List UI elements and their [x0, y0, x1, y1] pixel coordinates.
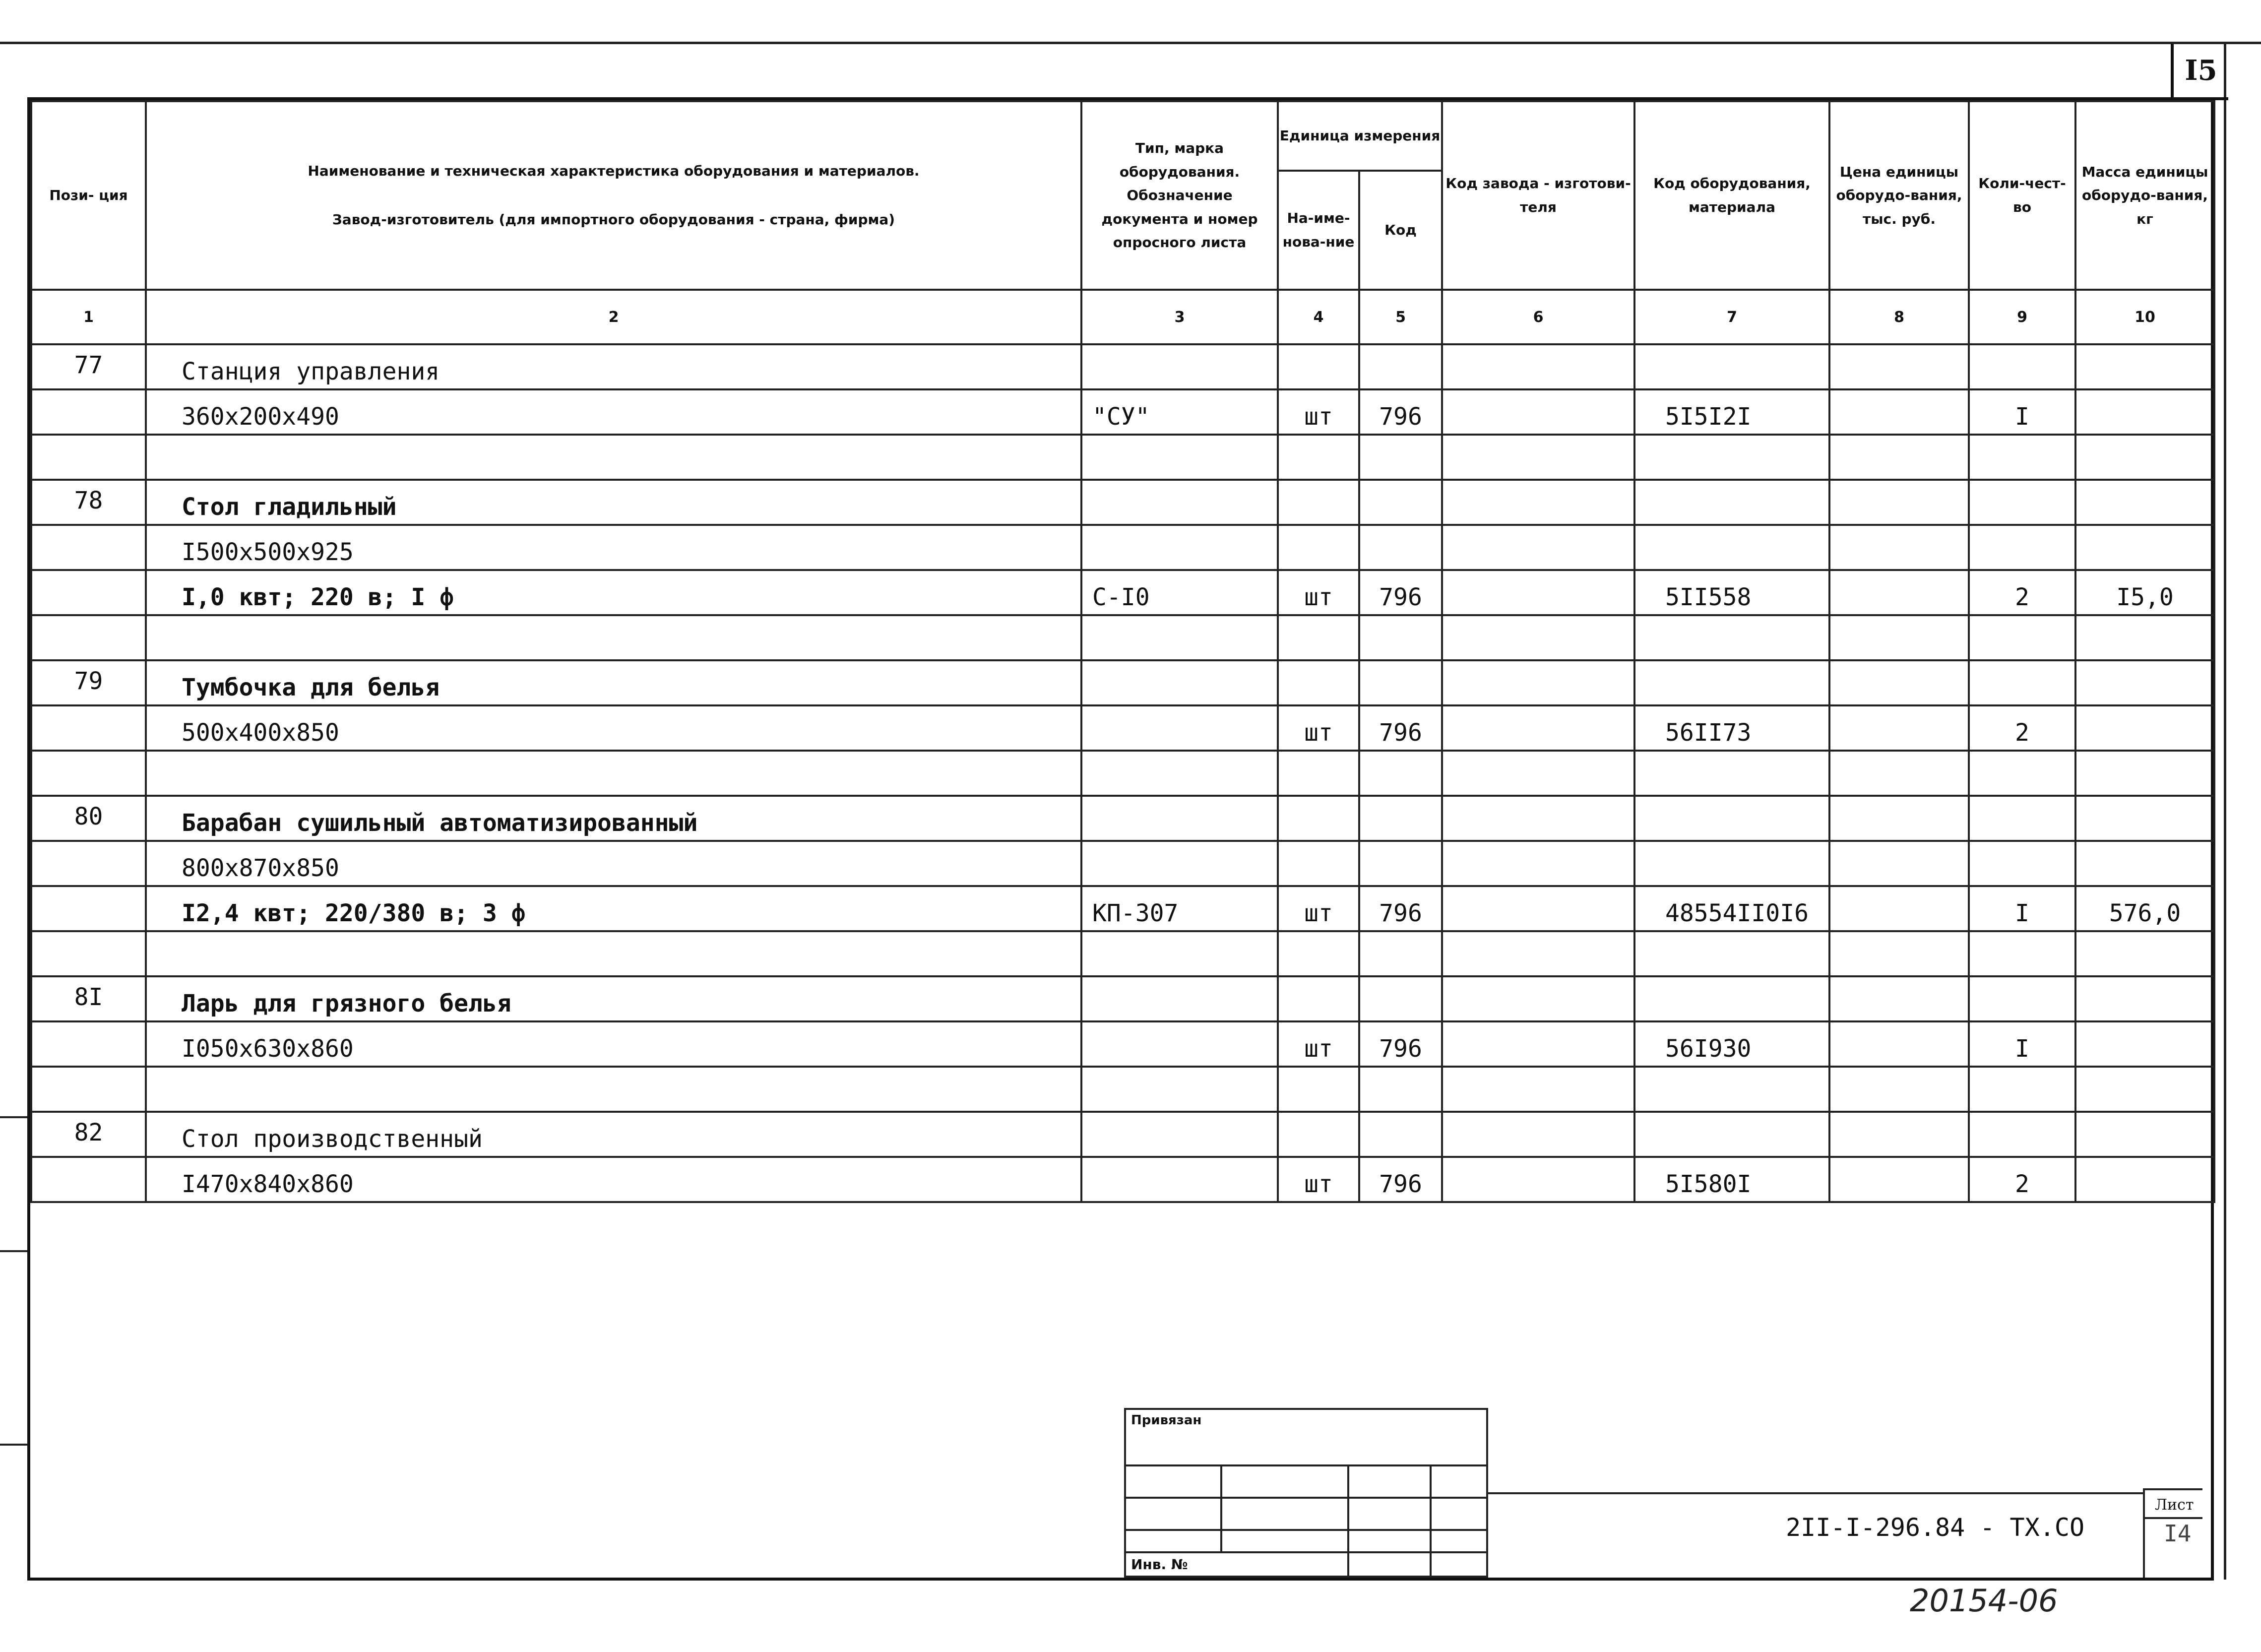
mass-cell: [2075, 344, 2214, 389]
factory-code-cell: [1442, 344, 1634, 389]
column-number-row: [31, 290, 2214, 344]
price-cell: [1829, 705, 1969, 751]
sheet-number: I5: [2171, 44, 2228, 100]
price-cell: [1829, 1021, 1969, 1067]
name-cell: Барабан сушильный автоматизированный: [146, 796, 1081, 841]
material-code-cell: [1634, 796, 1829, 841]
table-row: [31, 976, 2214, 1021]
table-row: [31, 525, 2214, 570]
name-cell: [146, 751, 1081, 796]
column-number: 3: [1081, 290, 1278, 344]
margin-tick: [0, 1116, 27, 1118]
material-code-cell: [1634, 931, 1829, 976]
type-cell: С-I0: [1081, 570, 1278, 615]
table-row: [31, 1067, 2214, 1112]
mass-cell: [2075, 841, 2214, 886]
unit-code-cell: [1359, 435, 1442, 480]
unit-code-cell: 796: [1359, 705, 1442, 751]
header-quantity: Коли-чест-во: [1969, 101, 2075, 290]
factory-code-cell: [1442, 1112, 1634, 1157]
unit-code-cell: 796: [1359, 1157, 1442, 1202]
stamp-line: [1126, 1529, 1486, 1531]
position-cell: [31, 931, 146, 976]
price-cell: [1829, 886, 1969, 931]
position-cell: [31, 1067, 146, 1112]
factory-code-cell: [1442, 1021, 1634, 1067]
quantity-cell: [1969, 1112, 2075, 1157]
stamp-attached-label: Привязан: [1131, 1413, 1202, 1428]
material-code-cell: [1634, 615, 1829, 660]
price-cell: [1829, 796, 1969, 841]
sheet-label: Лист: [2155, 1496, 2194, 1514]
table-row: [31, 1021, 2214, 1067]
type-cell: [1081, 751, 1278, 796]
position-cell: [31, 435, 146, 480]
type-cell: [1081, 705, 1278, 751]
material-code-cell: 5I5I2I: [1634, 389, 1829, 435]
right-border-line: [2224, 42, 2226, 1580]
unit-name-cell: шт: [1278, 705, 1359, 751]
factory-code-cell: [1442, 705, 1634, 751]
factory-code-cell: [1442, 525, 1634, 570]
factory-code-cell: [1442, 796, 1634, 841]
unit-code-cell: [1359, 480, 1442, 525]
type-cell: [1081, 1021, 1278, 1067]
type-cell: [1081, 660, 1278, 705]
mass-cell: I5,0: [2075, 570, 2214, 615]
column-number: 7: [1634, 290, 1829, 344]
column-number: 2: [146, 290, 1081, 344]
price-cell: [1829, 841, 1969, 886]
position-cell: [31, 525, 146, 570]
quantity-cell: [1969, 615, 2075, 660]
unit-code-cell: [1359, 931, 1442, 976]
quantity-cell: I: [1969, 1021, 2075, 1067]
mass-cell: [2075, 615, 2214, 660]
price-cell: [1829, 435, 1969, 480]
column-number: 8: [1829, 290, 1969, 344]
table-row: [31, 886, 2214, 931]
position-cell: [31, 1157, 146, 1202]
position-cell: 78: [31, 480, 146, 525]
unit-code-cell: [1359, 1067, 1442, 1112]
name-cell: I050x630x860: [146, 1021, 1081, 1067]
margin-tick: [0, 1250, 27, 1252]
mass-cell: [2075, 1067, 2214, 1112]
quantity-cell: 2: [1969, 705, 2075, 751]
name-cell: [146, 1067, 1081, 1112]
table-row: [31, 1157, 2214, 1202]
table-row: [31, 705, 2214, 751]
material-code-cell: 48554II0I6: [1634, 886, 1829, 931]
mass-cell: [2075, 1112, 2214, 1157]
table-row: [31, 660, 2214, 705]
column-number: 1: [31, 290, 146, 344]
name-cell: I2,4 квт; 220/380 в; 3 ф: [146, 886, 1081, 931]
unit-code-cell: 796: [1359, 886, 1442, 931]
unit-code-cell: [1359, 976, 1442, 1021]
margin-tick: [0, 1444, 27, 1446]
table-body: [31, 344, 2214, 1202]
quantity-cell: [1969, 660, 2075, 705]
document-code: 2II-I-296.84 - ТХ.СО: [1786, 1513, 2085, 1542]
unit-code-cell: [1359, 660, 1442, 705]
unit-code-cell: [1359, 615, 1442, 660]
table-row: [31, 1112, 2214, 1157]
table-row: [31, 615, 2214, 660]
unit-name-cell: [1278, 751, 1359, 796]
name-cell: Тумбочка для белья: [146, 660, 1081, 705]
unit-code-cell: [1359, 525, 1442, 570]
quantity-cell: [1969, 796, 2075, 841]
unit-name-cell: [1278, 525, 1359, 570]
mass-cell: [2075, 660, 2214, 705]
unit-code-cell: [1359, 841, 1442, 886]
factory-code-cell: [1442, 931, 1634, 976]
price-cell: [1829, 976, 1969, 1021]
unit-code-cell: [1359, 344, 1442, 389]
material-code-cell: [1634, 976, 1829, 1021]
price-cell: [1829, 480, 1969, 525]
unit-name-cell: [1278, 615, 1359, 660]
price-cell: [1829, 615, 1969, 660]
column-number: 10: [2075, 290, 2214, 344]
type-cell: "СУ": [1081, 389, 1278, 435]
unit-name-cell: [1278, 344, 1359, 389]
specification-table: [30, 100, 2215, 1203]
mass-cell: [2075, 389, 2214, 435]
name-cell: I500x500x925: [146, 525, 1081, 570]
name-cell: Ларь для грязного белья: [146, 976, 1081, 1021]
unit-code-cell: 796: [1359, 1021, 1442, 1067]
unit-name-cell: [1278, 1067, 1359, 1112]
position-cell: 8I: [31, 976, 146, 1021]
unit-name-cell: [1278, 976, 1359, 1021]
stamp-line: [1126, 1551, 1486, 1553]
table-row: [31, 344, 2214, 389]
material-code-cell: 5II558: [1634, 570, 1829, 615]
column-number: 9: [1969, 290, 2075, 344]
position-cell: [31, 705, 146, 751]
price-cell: [1829, 525, 1969, 570]
table-row: [31, 570, 2214, 615]
price-cell: [1829, 660, 1969, 705]
stamp-line: [1220, 1464, 1222, 1551]
unit-name-cell: [1278, 841, 1359, 886]
price-cell: [1829, 751, 1969, 796]
stamp-line: [1126, 1464, 1486, 1466]
unit-code-cell: 796: [1359, 389, 1442, 435]
name-cell: I470x840x860: [146, 1157, 1081, 1202]
position-cell: [31, 1021, 146, 1067]
material-code-cell: [1634, 841, 1829, 886]
quantity-cell: [1969, 525, 2075, 570]
mass-cell: [2075, 435, 2214, 480]
table-row: [31, 841, 2214, 886]
unit-code-cell: [1359, 751, 1442, 796]
mass-cell: [2075, 931, 2214, 976]
unit-name-cell: [1278, 660, 1359, 705]
table-row: [31, 931, 2214, 976]
type-cell: [1081, 931, 1278, 976]
type-cell: КП-307: [1081, 886, 1278, 931]
material-code-cell: 56I930: [1634, 1021, 1829, 1067]
mass-cell: [2075, 525, 2214, 570]
factory-code-cell: [1442, 976, 1634, 1021]
header-material-code: Код оборудования, материала: [1634, 101, 1829, 290]
name-cell: Станция управления: [146, 344, 1081, 389]
factory-code-cell: [1442, 435, 1634, 480]
material-code-cell: [1634, 435, 1829, 480]
type-cell: [1081, 1112, 1278, 1157]
header-name-line2: Завод-изготовитель (для импортного оборудования - страна, фирма): [332, 211, 895, 228]
stamp-inv-label: Инв. №: [1131, 1556, 1188, 1573]
price-cell: [1829, 1157, 1969, 1202]
title-block-line: [1488, 1492, 2143, 1494]
mass-cell: [2075, 480, 2214, 525]
name-cell: [146, 615, 1081, 660]
position-cell: 80: [31, 796, 146, 841]
type-cell: [1081, 615, 1278, 660]
material-code-cell: 56II73: [1634, 705, 1829, 751]
factory-code-cell: [1442, 480, 1634, 525]
material-code-cell: [1634, 525, 1829, 570]
quantity-cell: [1969, 435, 2075, 480]
unit-name-cell: [1278, 1112, 1359, 1157]
type-cell: [1081, 435, 1278, 480]
factory-code-cell: [1442, 570, 1634, 615]
unit-name-cell: шт: [1278, 1021, 1359, 1067]
column-number: 4: [1278, 290, 1359, 344]
material-code-cell: [1634, 1067, 1829, 1112]
table-row: [31, 796, 2214, 841]
stamp-line: [1347, 1464, 1349, 1578]
header-unit-code: Код: [1359, 171, 1442, 290]
name-cell: I,0 квт; 220 в; I ф: [146, 570, 1081, 615]
position-cell: [31, 751, 146, 796]
column-number: 5: [1359, 290, 1442, 344]
column-number: 6: [1442, 290, 1634, 344]
stamp-line: [1126, 1497, 1486, 1499]
quantity-cell: [1969, 841, 2075, 886]
handwritten-note: 20154-06: [1910, 1583, 2058, 1619]
position-cell: 79: [31, 660, 146, 705]
material-code-cell: [1634, 751, 1829, 796]
price-cell: [1829, 931, 1969, 976]
type-cell: [1081, 841, 1278, 886]
mass-cell: [2075, 751, 2214, 796]
quantity-cell: I: [1969, 886, 2075, 931]
name-cell: Стол гладильный: [146, 480, 1081, 525]
factory-code-cell: [1442, 751, 1634, 796]
mass-cell: [2075, 1157, 2214, 1202]
header-mass: Масса единицы оборудо-вания, кг: [2075, 101, 2214, 290]
mass-cell: [2075, 976, 2214, 1021]
quantity-cell: [1969, 931, 2075, 976]
quantity-cell: 2: [1969, 570, 2075, 615]
factory-code-cell: [1442, 1067, 1634, 1112]
unit-name-cell: шт: [1278, 886, 1359, 931]
type-cell: [1081, 796, 1278, 841]
sheet-box-line: [2145, 1517, 2202, 1519]
unit-code-cell: [1359, 1112, 1442, 1157]
sheet-box: [2143, 1488, 2202, 1578]
price-cell: [1829, 389, 1969, 435]
name-cell: Стол производственный: [146, 1112, 1081, 1157]
header-name: [146, 101, 1081, 290]
position-cell: [31, 570, 146, 615]
price-cell: [1829, 1112, 1969, 1157]
material-code-cell: [1634, 1112, 1829, 1157]
mass-cell: [2075, 705, 2214, 751]
type-cell: [1081, 525, 1278, 570]
type-cell: [1081, 976, 1278, 1021]
mass-cell: [2075, 796, 2214, 841]
factory-code-cell: [1442, 389, 1634, 435]
header-unit: Единица измерения: [1278, 101, 1442, 171]
type-cell: [1081, 344, 1278, 389]
attachment-stamp: [1124, 1408, 1488, 1578]
unit-name-cell: шт: [1278, 570, 1359, 615]
unit-name-cell: шт: [1278, 389, 1359, 435]
table-row: [31, 435, 2214, 480]
unit-code-cell: [1359, 796, 1442, 841]
position-cell: [31, 886, 146, 931]
header-factory-code: Код завода - изготови-теля: [1442, 101, 1634, 290]
price-cell: [1829, 344, 1969, 389]
material-code-cell: [1634, 344, 1829, 389]
factory-code-cell: [1442, 615, 1634, 660]
name-cell: 500x400x850: [146, 705, 1081, 751]
name-cell: [146, 931, 1081, 976]
mass-cell: [2075, 1021, 2214, 1067]
unit-name-cell: [1278, 480, 1359, 525]
type-cell: [1081, 480, 1278, 525]
price-cell: [1829, 1067, 1969, 1112]
unit-name-cell: [1278, 931, 1359, 976]
unit-name-cell: [1278, 435, 1359, 480]
factory-code-cell: [1442, 660, 1634, 705]
factory-code-cell: [1442, 841, 1634, 886]
name-cell: 360x200x490: [146, 389, 1081, 435]
position-cell: [31, 841, 146, 886]
quantity-cell: [1969, 976, 2075, 1021]
position-cell: [31, 615, 146, 660]
factory-code-cell: [1442, 886, 1634, 931]
table-row: [31, 389, 2214, 435]
name-cell: [146, 435, 1081, 480]
stamp-line: [1430, 1464, 1432, 1578]
quantity-cell: [1969, 751, 2075, 796]
header-price: Цена единицы оборудо-вания, тыс. руб.: [1829, 101, 1969, 290]
quantity-cell: I: [1969, 389, 2075, 435]
top-border-line: [0, 42, 2261, 44]
table-row: [31, 480, 2214, 525]
unit-name-cell: шт: [1278, 1157, 1359, 1202]
position-cell: 77: [31, 344, 146, 389]
sheet-value: I4: [2164, 1520, 2192, 1547]
mass-cell: 576,0: [2075, 886, 2214, 931]
unit-name-cell: [1278, 796, 1359, 841]
factory-code-cell: [1442, 1157, 1634, 1202]
table-row: [31, 751, 2214, 796]
type-cell: [1081, 1067, 1278, 1112]
quantity-cell: [1969, 480, 2075, 525]
position-cell: [31, 389, 146, 435]
material-code-cell: [1634, 480, 1829, 525]
type-cell: [1081, 1157, 1278, 1202]
header-type: Тип, марка оборудования. Обозначение документа и номер опросного листа: [1081, 101, 1278, 290]
header-position: Пози- ция: [31, 101, 146, 290]
quantity-cell: [1969, 344, 2075, 389]
material-code-cell: 5I580I: [1634, 1157, 1829, 1202]
unit-code-cell: 796: [1359, 570, 1442, 615]
header-unit-name: На-име-нова-ние: [1278, 171, 1359, 290]
material-code-cell: [1634, 660, 1829, 705]
position-cell: 82: [31, 1112, 146, 1157]
price-cell: [1829, 570, 1969, 615]
quantity-cell: [1969, 1067, 2075, 1112]
header-name-line1: Наименование и техническая характеристика оборудования и материалов.: [308, 163, 920, 180]
name-cell: 800x870x850: [146, 841, 1081, 886]
quantity-cell: 2: [1969, 1157, 2075, 1202]
